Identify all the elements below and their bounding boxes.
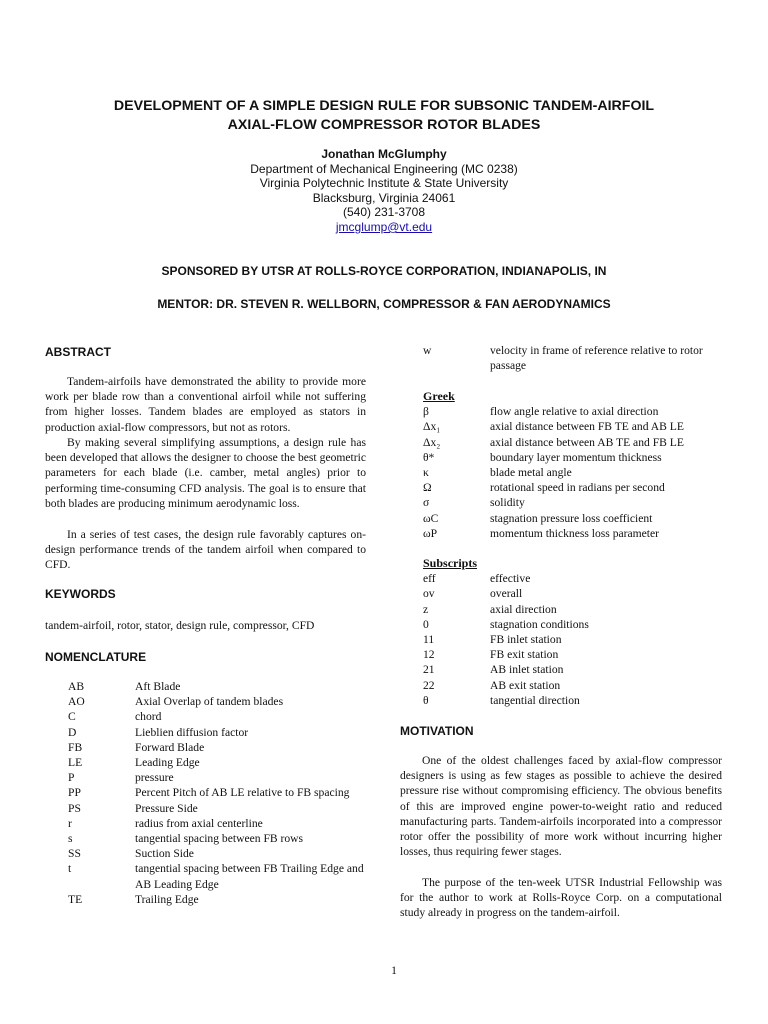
nomenclature-list bbox=[68, 679, 368, 907]
list-item: θ tangential direction bbox=[423, 693, 580, 707]
list-item: PS Pressure Side bbox=[68, 801, 198, 815]
subscripts-list bbox=[423, 556, 733, 708]
author-city: Blacksburg, Virginia 24061 bbox=[312, 190, 456, 205]
list-item: 22 AB exit station bbox=[423, 678, 561, 692]
page-number: 1 bbox=[391, 964, 397, 977]
list-item: ωP momentum thickness loss parameter bbox=[423, 526, 660, 540]
list-item: AO Axial Overlap of tandem blades bbox=[68, 695, 284, 709]
keywords-text: tandem-airfoil, rotor, stator, design rule, compressor, CFD bbox=[45, 619, 315, 632]
list-item: ov overall bbox=[423, 587, 523, 601]
list-item: LE Leading Edge bbox=[68, 756, 200, 770]
list-item: z axial direction bbox=[423, 602, 557, 616]
mentor-line: MENTOR: DR. STEVEN R. WELLBORN, COMPRESSOR & FAN AERODYNAMICS bbox=[157, 297, 611, 311]
abstract-heading: ABSTRACT bbox=[45, 345, 111, 359]
list-item: Δx₂ axial distance between AB TE and FB LE bbox=[423, 435, 684, 449]
list-item: 12 FB exit station bbox=[423, 648, 559, 662]
list-item: D Lieblien diffusion factor bbox=[68, 725, 249, 739]
paper-title bbox=[40, 97, 728, 135]
motivation-paragraph-1: One of the oldest challenges faced by axial-flow compressor designers is using as few stages as possible to achieve the desired pressure rise without compromising efficiency. The obvious benefits of this are improved engine power-to-weight ratio and reduced manufacturing parts. Tandem-airfoils incorporated into a compressor rotor offer the possibility of more work without incurring higher losses, thus requiring fewer stages. bbox=[400, 754, 722, 859]
list-item: β flow angle relative to axial direction bbox=[423, 405, 659, 419]
author-email-link[interactable]: jmcglump@vt.edu bbox=[335, 219, 433, 234]
keywords-heading: KEYWORDS bbox=[45, 587, 116, 601]
list-item: AB Aft Blade bbox=[68, 680, 181, 693]
author-block bbox=[184, 147, 584, 235]
list-item: FB Forward Blade bbox=[68, 740, 205, 754]
nomenclature-continued bbox=[423, 343, 733, 373]
abstract-paragraph-1: Tandem-airfoils have demonstrated the ability to provide more work per blade row than a conventional airfoil while not suffering from higher losses. Tandem blades are employed as stators in production axial-flow compressors, but not as rotors. bbox=[45, 375, 366, 434]
list-item: κ blade metal angle bbox=[423, 466, 572, 480]
greek-heading: Greek bbox=[423, 389, 455, 403]
nomenclature-heading: NOMENCLATURE bbox=[45, 650, 147, 664]
list-item: σ solidity bbox=[423, 496, 525, 510]
abstract-paragraph-3: In a series of test cases, the design rule favorably captures on-design performance trends of the tandem airfoil when compared to CFD. bbox=[45, 528, 366, 572]
list-item: P pressure bbox=[68, 771, 174, 785]
list-item: SS Suction Side bbox=[68, 847, 194, 861]
author-institute: Virginia Polytechnic Institute & State University bbox=[259, 176, 509, 191]
title-line-2: AXIAL-FLOW COMPRESSOR ROTOR BLADES bbox=[227, 117, 541, 133]
list-item: t tangential spacing between FB Trailing Edge and AB Leading Edge bbox=[68, 862, 364, 891]
list-item: Ω rotational speed in radians per second bbox=[423, 481, 665, 495]
list-item: 0 stagnation conditions bbox=[423, 617, 589, 631]
list-item: r radius from axial centerline bbox=[68, 816, 263, 830]
list-item: 11 FB inlet station bbox=[423, 633, 562, 647]
motivation-paragraph-2: The purpose of the ten-week UTSR Industrial Fellowship was for the author to work at Rolls-Royce Corp. on a computational study already in progress on the tandem-airfoil. bbox=[400, 876, 722, 920]
subscripts-heading: Subscripts bbox=[423, 556, 478, 570]
list-item: TE Trailing Edge bbox=[68, 892, 199, 906]
list-item: θ* boundary layer momentum thickness bbox=[423, 450, 662, 464]
list-item: ωC stagnation pressure loss coefficient bbox=[423, 511, 653, 525]
list-item: Δx₁ axial distance between FB TE and AB LE bbox=[423, 420, 684, 434]
abstract-paragraph-2: By making several simplifying assumptions, a design rule has been developed that allows the designer to choose the best geometric parameters for each blade (i.e. camber, metal angles) prior to performing time-consuming CFD analysis. The goal is to ensure that both blades are producing minimum aerodynamic loss. bbox=[45, 436, 366, 510]
author-name: Jonathan McGlumphy bbox=[321, 147, 447, 161]
motivation-heading: MOTIVATION bbox=[400, 724, 474, 738]
sponsor-line: SPONSORED BY UTSR AT ROLLS-ROYCE CORPORATION, INDIANAPOLIS, IN bbox=[161, 264, 607, 278]
list-item: eff effective bbox=[423, 572, 531, 586]
author-phone: (540) 231-3708 bbox=[342, 205, 426, 220]
list-item: C chord bbox=[68, 710, 162, 724]
greek-list bbox=[423, 389, 733, 541]
title-line-1: DEVELOPMENT OF A SIMPLE DESIGN RULE FOR SUBSONIC TANDEM-AIRFOIL bbox=[113, 98, 655, 114]
list-item: w velocity in frame of reference relative to rotor passage bbox=[423, 344, 703, 373]
list-item: PP Percent Pitch of AB LE relative to FB spacing bbox=[68, 786, 350, 800]
author-department: Department of Mechanical Engineering (MC 0238) bbox=[250, 161, 518, 176]
list-item: s tangential spacing between FB rows bbox=[68, 832, 304, 846]
list-item: 21 AB inlet station bbox=[423, 663, 564, 677]
